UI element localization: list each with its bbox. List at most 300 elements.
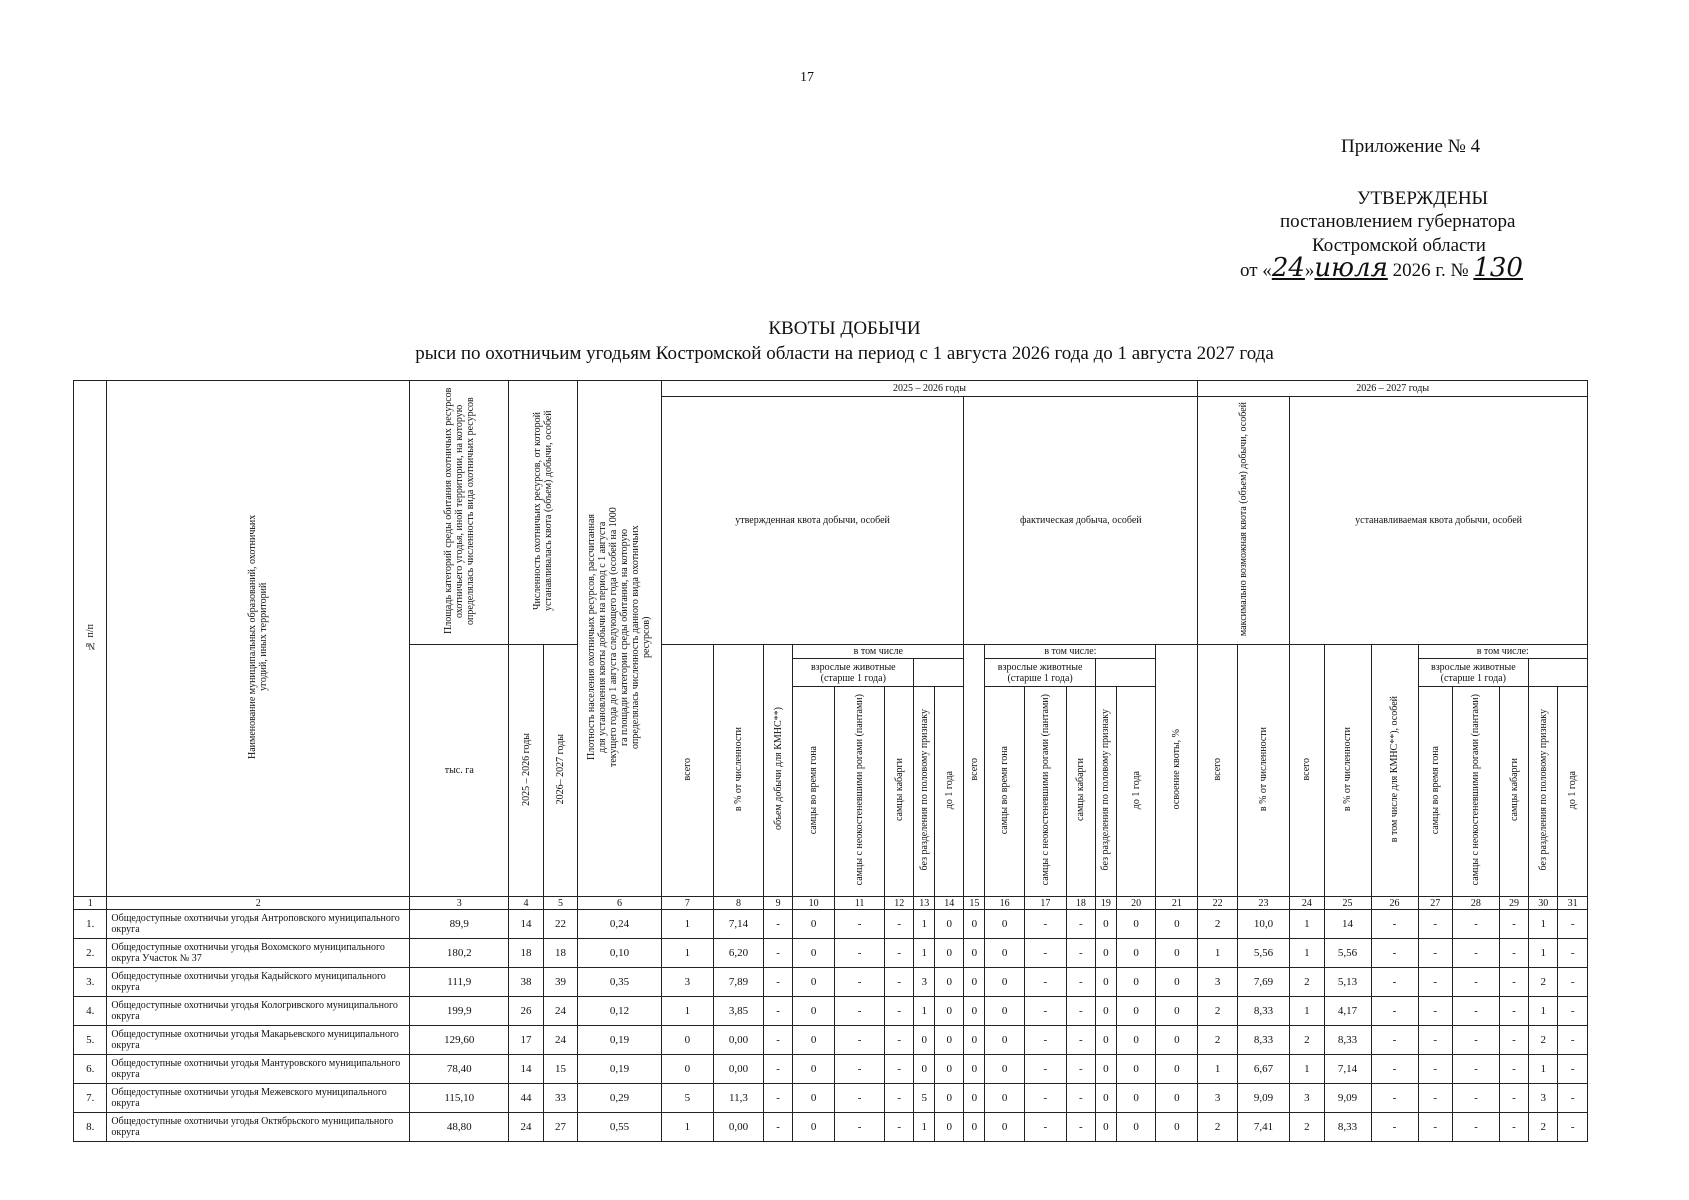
table-cell: 78,40: [410, 1055, 509, 1084]
table-cell: 2: [1198, 997, 1238, 1026]
table-cell: 3: [1198, 968, 1238, 997]
column-number: 12: [885, 897, 914, 910]
table-cell: 8,33: [1237, 1026, 1289, 1055]
table-cell: -: [1371, 1084, 1418, 1113]
column-number: 29: [1499, 897, 1528, 910]
table-cell: -: [834, 1084, 884, 1113]
column-number: 9: [764, 897, 793, 910]
table-cell: 22: [543, 910, 577, 939]
table-cell: -: [834, 1055, 884, 1084]
table-cell: 0,00: [713, 1026, 763, 1055]
table-cell: 0,35: [578, 968, 662, 997]
title-line-2: рыси по охотничьим угодьям Костромской области на период с 1 августа 2026 года до 1 августа 2027 года: [415, 343, 1274, 364]
table-cell: -: [1066, 1084, 1095, 1113]
table-cell: -: [1558, 968, 1588, 997]
table-cell: -: [1066, 1026, 1095, 1055]
table-cell: 0: [964, 1026, 985, 1055]
table-cell: 2: [1529, 1113, 1558, 1142]
table-cell: 7,41: [1237, 1113, 1289, 1142]
table-cell: -: [1418, 1055, 1452, 1084]
approved-label: УТВЕРЖДЕНЫ: [1357, 188, 1489, 209]
table-cell: -: [764, 968, 793, 997]
table-cell: 0: [935, 1055, 964, 1084]
table-cell: 0: [1116, 968, 1156, 997]
column-number: 10: [793, 897, 835, 910]
table-cell: 10,0: [1237, 910, 1289, 939]
table-cell: 5.: [74, 1026, 107, 1055]
header-area: Площадь категорий среды обитания охотничьих ресурсов охотничьего угодья, иной территории, на которую определялась численность вида охотничьих ресурсов: [410, 381, 509, 645]
column-number: 11: [834, 897, 884, 910]
table-cell: 27: [543, 1113, 577, 1142]
header-kmns-a: объем добычи для КМНС**): [764, 645, 793, 897]
table-cell: 2: [1290, 1113, 1324, 1142]
table-cell: 0: [914, 1055, 935, 1084]
table-cell: -: [1558, 1084, 1588, 1113]
quota-table: [73, 380, 1588, 1142]
table-cell: 24: [543, 1026, 577, 1055]
table-cell: 0: [1095, 1113, 1116, 1142]
table-cell: 14: [509, 1055, 543, 1084]
table-cell: 0,55: [578, 1113, 662, 1142]
table-cell: 0: [935, 939, 964, 968]
table-cell: 2: [1198, 910, 1238, 939]
table-row: [74, 910, 1588, 939]
table-cell: -: [1418, 968, 1452, 997]
date-mid: »: [1304, 260, 1315, 281]
table-cell: 1: [1198, 1055, 1238, 1084]
table-cell: 9,09: [1324, 1084, 1371, 1113]
table-cell: 7,14: [713, 910, 763, 939]
table-cell: 2: [1198, 1026, 1238, 1055]
handwritten-decree-number: 130: [1473, 253, 1523, 283]
table-cell: 2: [1529, 968, 1558, 997]
table-cell: -: [1452, 910, 1499, 939]
table-cell: 1: [1529, 1055, 1558, 1084]
table-cell: 1: [914, 1113, 935, 1142]
table-cell: 2.: [74, 939, 107, 968]
table-cell: -: [1024, 1055, 1066, 1084]
table-cell: -: [764, 997, 793, 1026]
header-density: Плотность населения охотничьих ресурсов, рассчитанная для установления квоты добычи на период с 1 августа текущего года до 1 августа следующего года (особей на 1000 га площади категории среды обитания, на которую определялась численность данного вида охотничьих ресурсов): [578, 381, 662, 897]
table-cell: 0: [1095, 968, 1116, 997]
table-cell: -: [1558, 1055, 1588, 1084]
table-cell: 0: [964, 1055, 985, 1084]
table-cell: 0: [1156, 968, 1198, 997]
table-cell: 0: [1116, 939, 1156, 968]
table-cell: 2: [1529, 1026, 1558, 1055]
table-cell: 0,00: [713, 1055, 763, 1084]
table-cell: 33: [543, 1084, 577, 1113]
table-row: [74, 1026, 1588, 1055]
table-cell: 1: [1529, 910, 1558, 939]
table-cell: 180,2: [410, 939, 509, 968]
table-cell: 0: [793, 1113, 835, 1142]
table-cell: -: [1452, 1055, 1499, 1084]
hunting-ground-name: Общедоступные охотничьи угодья Антроповского муниципального округа: [107, 910, 410, 939]
table-cell: -: [885, 997, 914, 1026]
hunting-ground-name: Общедоступные охотничьи угодья Макарьевского муниципального округа: [107, 1026, 410, 1055]
column-number: 23: [1237, 897, 1289, 910]
table-cell: -: [1024, 910, 1066, 939]
table-cell: 0: [793, 910, 835, 939]
column-number: 8: [713, 897, 763, 910]
table-cell: -: [1024, 997, 1066, 1026]
table-cell: 8,33: [1324, 1026, 1371, 1055]
table-cell: -: [1371, 1055, 1418, 1084]
table-cell: 0: [1116, 1026, 1156, 1055]
table-cell: 0: [935, 910, 964, 939]
handwritten-month: июля: [1314, 253, 1388, 283]
table-cell: 0: [793, 1055, 835, 1084]
table-cell: 0: [964, 939, 985, 968]
table-cell: -: [834, 939, 884, 968]
table-cell: -: [834, 968, 884, 997]
table-cell: 1: [661, 939, 713, 968]
table-row: [74, 1084, 1588, 1113]
table-cell: 0: [985, 1084, 1025, 1113]
column-number: 13: [914, 897, 935, 910]
table-cell: 0: [985, 1113, 1025, 1142]
table-cell: -: [834, 997, 884, 1026]
table-row: [74, 939, 1588, 968]
header-horns-a: самцы с неокостеневшими рогами (пантами): [834, 687, 884, 897]
table-cell: 0,00: [713, 1113, 763, 1142]
table-cell: 18: [509, 939, 543, 968]
table-cell: 0: [1156, 910, 1198, 939]
table-cell: -: [1452, 1113, 1499, 1142]
table-cell: 0: [985, 968, 1025, 997]
table-cell: 3.: [74, 968, 107, 997]
header-period-2: 2026 – 2027 годы: [1198, 381, 1588, 397]
table-cell: 111,9: [410, 968, 509, 997]
header-total-b: всего: [964, 645, 985, 897]
table-cell: -: [764, 1026, 793, 1055]
table-cell: 14: [1324, 910, 1371, 939]
table-cell: -: [1418, 910, 1452, 939]
table-cell: 24: [509, 1113, 543, 1142]
table-cell: 38: [509, 968, 543, 997]
table-cell: 0: [985, 1055, 1025, 1084]
table-cell: 8.: [74, 1113, 107, 1142]
table-cell: 0,10: [578, 939, 662, 968]
header-spacer-b: [1095, 659, 1156, 687]
table-cell: 1: [1198, 939, 1238, 968]
table-cell: 39: [543, 968, 577, 997]
header-adults-d: взрослые животные (старше 1 года): [1418, 659, 1529, 687]
table-cell: -: [1418, 997, 1452, 1026]
table-cell: -: [764, 939, 793, 968]
column-number: 7: [661, 897, 713, 910]
table-cell: 0,29: [578, 1084, 662, 1113]
table-cell: -: [1371, 939, 1418, 968]
header-nosex-b: без разделения по половому признаку: [1095, 687, 1116, 897]
table-cell: 2: [1290, 1026, 1324, 1055]
header-year-1: 2025 – 2026 годы: [509, 645, 543, 897]
table-cell: 7,69: [1237, 968, 1289, 997]
table-cell: 2: [1290, 968, 1324, 997]
hunting-ground-name: Общедоступные охотничьи угодья Кологривского муниципального округа: [107, 997, 410, 1026]
table-cell: 0: [1095, 939, 1116, 968]
table-cell: 1: [1290, 910, 1324, 939]
header-count: Численность охотничьих ресурсов, от которой устанавливалась квота (объем) добычи, особей: [509, 381, 578, 645]
table-cell: 0: [793, 939, 835, 968]
table-cell: 1: [1529, 939, 1558, 968]
header-name: Наименование муниципальных образований, охотничьих угодий, иных территорий: [107, 381, 410, 897]
table-cell: 14: [509, 910, 543, 939]
table-cell: -: [834, 1113, 884, 1142]
table-cell: 3: [1529, 1084, 1558, 1113]
table-cell: -: [1024, 1084, 1066, 1113]
table-cell: 199,9: [410, 997, 509, 1026]
column-number: 24: [1290, 897, 1324, 910]
table-cell: -: [1499, 997, 1528, 1026]
table-cell: -: [885, 1113, 914, 1142]
column-number: 31: [1558, 897, 1588, 910]
table-cell: 5,56: [1237, 939, 1289, 968]
header-pct-a: в % от численности: [713, 645, 763, 897]
table-cell: 1: [1290, 997, 1324, 1026]
table-cell: 0: [1156, 939, 1198, 968]
table-cell: 3: [1290, 1084, 1324, 1113]
header-under1-b: до 1 года: [1116, 687, 1156, 897]
table-cell: 15: [543, 1055, 577, 1084]
table-cell: 0: [1156, 997, 1198, 1026]
table-cell: -: [1499, 910, 1528, 939]
table-cell: -: [1558, 1026, 1588, 1055]
table-cell: 18: [543, 939, 577, 968]
table-cell: 0: [1116, 1084, 1156, 1113]
table-cell: 26: [509, 997, 543, 1026]
table-cell: 4,17: [1324, 997, 1371, 1026]
header-adults-a: взрослые животные (старше 1 года): [793, 659, 914, 687]
header-rut-b: самцы во время гона: [985, 687, 1025, 897]
header-musk-b: самцы кабарги: [1066, 687, 1095, 897]
table-cell: 0: [964, 997, 985, 1026]
table-cell: 0: [985, 939, 1025, 968]
table-cell: -: [1024, 968, 1066, 997]
table-cell: -: [1499, 1113, 1528, 1142]
table-cell: -: [1371, 997, 1418, 1026]
table-cell: -: [1558, 939, 1588, 968]
table-cell: -: [1371, 910, 1418, 939]
table-cell: -: [1452, 968, 1499, 997]
table-cell: -: [764, 1084, 793, 1113]
table-cell: -: [1418, 1084, 1452, 1113]
table-cell: -: [1452, 1026, 1499, 1055]
table-cell: 129,60: [410, 1026, 509, 1055]
table-cell: 0,19: [578, 1026, 662, 1055]
table-cell: -: [1418, 1113, 1452, 1142]
table-cell: 0: [1116, 1113, 1156, 1142]
column-number: 20: [1116, 897, 1156, 910]
table-cell: -: [1066, 968, 1095, 997]
table-cell: 1: [1290, 939, 1324, 968]
table-cell: 6,67: [1237, 1055, 1289, 1084]
date-year: 2026 г. №: [1387, 260, 1474, 281]
table-cell: -: [1371, 1113, 1418, 1142]
table-cell: 3: [661, 968, 713, 997]
table-cell: 0: [964, 1084, 985, 1113]
table-cell: 0: [1095, 997, 1116, 1026]
header-spacer-d: [1529, 659, 1588, 687]
table-cell: 1: [1529, 997, 1558, 1026]
table-cell: 5: [914, 1084, 935, 1113]
table-cell: 0: [1095, 910, 1116, 939]
table-cell: 0,19: [578, 1055, 662, 1084]
table-cell: -: [1371, 968, 1418, 997]
page-number: 17: [800, 70, 814, 85]
column-number: 5: [543, 897, 577, 910]
column-number: 14: [935, 897, 964, 910]
table-cell: 0: [793, 1084, 835, 1113]
header-actual-harvest: фактическая добыча, особей: [964, 396, 1198, 644]
table-row: [74, 997, 1588, 1026]
table-cell: 0: [1116, 910, 1156, 939]
table-cell: 0: [935, 1084, 964, 1113]
column-number-row: [74, 897, 1588, 910]
table-cell: 0: [935, 997, 964, 1026]
table-cell: -: [764, 1113, 793, 1142]
table-cell: 115,10: [410, 1084, 509, 1113]
table-cell: 1: [914, 997, 935, 1026]
table-cell: -: [834, 910, 884, 939]
column-number: 17: [1024, 897, 1066, 910]
header-pct-c: в % от численности: [1237, 645, 1289, 897]
header-spacer-a: [914, 659, 964, 687]
table-cell: -: [885, 968, 914, 997]
table-cell: -: [1371, 1026, 1418, 1055]
table-cell: -: [764, 910, 793, 939]
column-number: 4: [509, 897, 543, 910]
table-cell: 0: [914, 1026, 935, 1055]
column-number: 21: [1156, 897, 1198, 910]
table-cell: 0: [935, 1026, 964, 1055]
header-ha: тыс. га: [410, 645, 509, 897]
table-cell: -: [1024, 1113, 1066, 1142]
column-number: 28: [1452, 897, 1499, 910]
table-cell: 3,85: [713, 997, 763, 1026]
date-prefix: от «: [1240, 260, 1272, 281]
table-cell: 0: [964, 1113, 985, 1142]
column-number: 1: [74, 897, 107, 910]
table-cell: 9,09: [1237, 1084, 1289, 1113]
table-cell: -: [1066, 939, 1095, 968]
table-cell: -: [885, 910, 914, 939]
table-cell: -: [1452, 1084, 1499, 1113]
table-cell: -: [1499, 968, 1528, 997]
table-cell: -: [1418, 1026, 1452, 1055]
table-cell: -: [885, 1026, 914, 1055]
table-cell: 0: [793, 997, 835, 1026]
table-cell: 1: [1290, 1055, 1324, 1084]
table-cell: 0: [1095, 1084, 1116, 1113]
hunting-ground-name: Общедоступные охотничьи угодья Кадыйского муниципального округа: [107, 968, 410, 997]
column-number: 2: [107, 897, 410, 910]
header-under1-a: до 1 года: [935, 687, 964, 897]
table-cell: 0: [1095, 1026, 1116, 1055]
table-cell: 0: [1156, 1055, 1198, 1084]
table-cell: 24: [543, 997, 577, 1026]
header-rut-d: самцы во время гона: [1418, 687, 1452, 897]
table-cell: -: [1066, 997, 1095, 1026]
table-cell: -: [1499, 1084, 1528, 1113]
table-cell: 6.: [74, 1055, 107, 1084]
header-pct-d: в % от численности: [1324, 645, 1371, 897]
table-cell: 0,24: [578, 910, 662, 939]
header-kmns-d: в том числе для КМНС**), особей: [1371, 645, 1418, 897]
table-cell: 0: [1116, 997, 1156, 1026]
table-cell: 5,13: [1324, 968, 1371, 997]
column-number: 27: [1418, 897, 1452, 910]
table-cell: -: [1418, 939, 1452, 968]
header-rut-a: самцы во время гона: [793, 687, 835, 897]
table-cell: 0: [935, 1113, 964, 1142]
region-label: Костромской области: [1312, 235, 1486, 256]
table-cell: -: [764, 1055, 793, 1084]
table-cell: 0: [793, 968, 835, 997]
header-mastery: освоение квоты, %: [1156, 645, 1198, 897]
header-num: № п/п: [74, 381, 107, 897]
table-cell: -: [1024, 939, 1066, 968]
column-number: 6: [578, 897, 662, 910]
table-row: [74, 1055, 1588, 1084]
table-row: [74, 968, 1588, 997]
header-total-d: всего: [1290, 645, 1324, 897]
table-cell: 0: [985, 997, 1025, 1026]
header-under1-d: до 1 года: [1558, 687, 1588, 897]
table-row: [74, 1113, 1588, 1142]
table-cell: 5,56: [1324, 939, 1371, 968]
table-cell: -: [885, 939, 914, 968]
column-number: 26: [1371, 897, 1418, 910]
table-cell: 0: [985, 910, 1025, 939]
table-cell: -: [1499, 1026, 1528, 1055]
table-cell: 8,33: [1324, 1113, 1371, 1142]
column-number: 30: [1529, 897, 1558, 910]
decree-dateline: [1240, 253, 1523, 283]
table-cell: 0: [1095, 1055, 1116, 1084]
header-nosex-d: без разделения по половому признаку: [1529, 687, 1558, 897]
table-cell: 0: [1156, 1084, 1198, 1113]
header-nosex-a: без разделения по половому признаку: [914, 687, 935, 897]
table-cell: 0: [661, 1026, 713, 1055]
table-cell: 1: [661, 1113, 713, 1142]
table-cell: 1: [661, 910, 713, 939]
table-cell: 7,89: [713, 968, 763, 997]
table-cell: 0: [793, 1026, 835, 1055]
hunting-ground-name: Общедоступные охотничьи угодья Мантуровского муниципального округа: [107, 1055, 410, 1084]
table-cell: 1: [914, 910, 935, 939]
table-cell: 1: [914, 939, 935, 968]
table-cell: 48,80: [410, 1113, 509, 1142]
table-cell: 0: [964, 968, 985, 997]
column-number: 19: [1095, 897, 1116, 910]
header-adults-b: взрослые животные (старше 1 года): [985, 659, 1096, 687]
table-cell: 7.: [74, 1084, 107, 1113]
header-total-c: всего: [1198, 645, 1238, 897]
hunting-ground-name: Общедоступные охотничьи угодья Октябрьского муниципального округа: [107, 1113, 410, 1142]
decree-label: постановлением губернатора: [1280, 211, 1516, 232]
table-cell: -: [1066, 1113, 1095, 1142]
table-cell: 4.: [74, 997, 107, 1026]
table-cell: 5: [661, 1084, 713, 1113]
table-cell: 1: [661, 997, 713, 1026]
table-cell: 3: [1198, 1084, 1238, 1113]
table-cell: -: [1452, 939, 1499, 968]
table-cell: -: [834, 1026, 884, 1055]
column-number: 16: [985, 897, 1025, 910]
table-cell: 0: [985, 1026, 1025, 1055]
